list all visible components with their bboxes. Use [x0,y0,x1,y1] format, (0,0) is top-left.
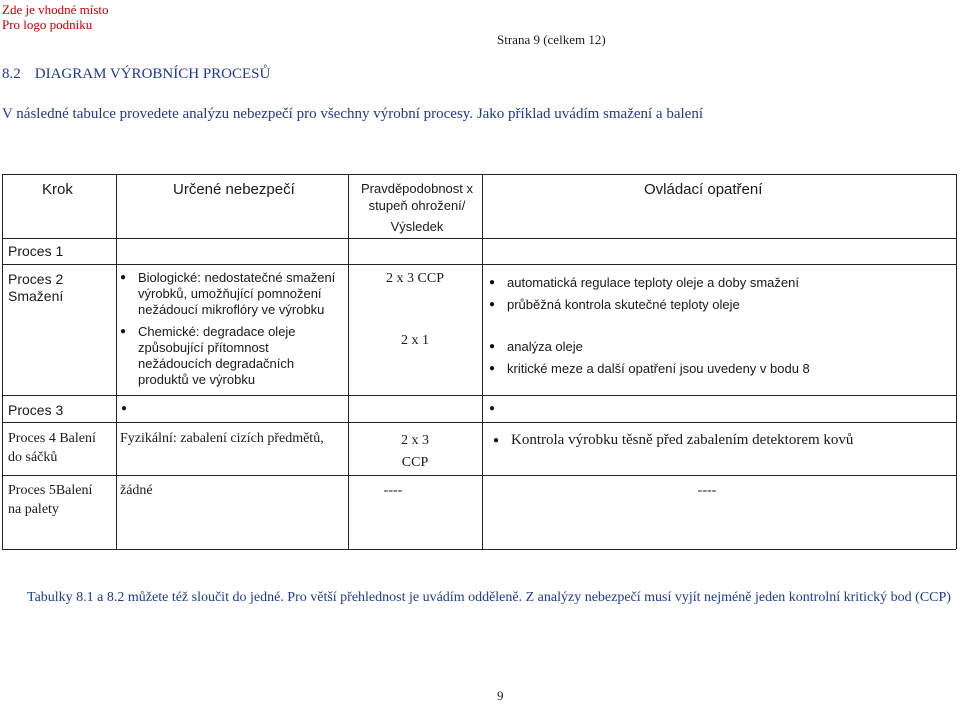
table-rule [2,422,956,423]
row-proces-4-krok [8,430,96,466]
hazard-biological: ● Biologické: nedostatečné smažení výrobků, umožňující pomnožení nežádoucí mikroflóry ve výrobku [118,270,344,318]
page-info: Strana 9 (celkem 12) [497,32,606,47]
bullet-icon: ● [489,403,496,414]
control-regulace: ● automatická regulace teploty oleje a doby smažení [487,272,952,294]
header-opatreni: Ovládací opatření [644,181,763,198]
row-proces-2-krok-line2: Smažení [8,288,64,304]
table-rule [2,395,956,396]
page-number: 9 [497,688,504,703]
row-proces-1-krok: Proces 1 [8,243,64,259]
table-col-rule [116,174,117,549]
control-detektor: ● Kontrola výrobku těsně před zabalením detektorem kovů [491,432,951,449]
hazard-chemical: ● Chemické: degradace oleje způsobující přítomnost nežádoucích degradačních produktů ve výrobku [118,324,344,388]
row-proces-4-controls [491,432,951,449]
logo-placeholder-line2: Pro logo podniku [2,17,93,32]
header-pravdepodobnost-line2: stupeň ohrožení/ [368,198,466,213]
row-proces-2-result-1: 2 x 3 CCP [386,271,444,286]
row-proces-2-krok-line1: Proces 2 [8,271,64,287]
header-pravdepodobnost-line1: Pravděpodobnost x [360,181,474,196]
row-proces-5-krok [8,482,92,518]
control-analyza: ● analýza oleje [487,336,952,358]
header-krok: Krok [42,181,73,198]
row-proces-4-hazard: Fyzikální: zabalení cizích předmětů, [120,431,324,446]
row-proces-4-krok-line1: Proces 4 Balení [8,431,96,446]
row-proces-5-hazard: žádné [120,483,153,498]
table-border-top [2,174,956,175]
row-proces-5-krok-line2: na palety [8,502,59,517]
bullet-icon: ● [121,403,128,414]
table-border-bottom [2,549,956,550]
section-heading [2,66,284,83]
table-border-left [2,174,3,549]
header-pravdepodobnost-line3: Výsledek [390,219,444,234]
row-proces-2-hazards [118,270,344,388]
row-proces-2-result-2: 2 x 1 [401,333,429,348]
table-rule [2,264,956,265]
row-proces-5-krok-line1: Proces 5Balení [8,483,93,498]
header-pravdepodobnost [354,180,480,235]
row-proces-2-controls-b [487,336,952,380]
control-meze: ● kritické meze a další opatření jsou uvedeny v bodu 8 [487,358,952,380]
row-proces-5-control: ---- [697,483,717,498]
footer-note: Tabulky 8.1 a 8.2 můžete též sloučit do jedné. Pro větší přehlednost je uvádím odděleně. Z analýzy nebezpečí musí vyjít nejméně jeden kontrolní kritický bod (CCP) [27,590,951,605]
table-rule [2,475,956,476]
row-proces-5-result: ---- [383,483,403,498]
section-intro: V následné tabulce provedete analýzu nebezpečí pro všechny výrobní procesy. Jako příklad uvádím smažení a balení [2,106,703,122]
section-number: 8.2 [2,66,21,82]
row-proces-2-controls-a [487,272,952,316]
row-proces-2-krok [8,271,63,305]
row-proces-3-krok: Proces 3 [8,402,64,418]
control-kontrola: ● průběžná kontrola skutečné teploty oleje [487,294,952,316]
row-proces-4-result-line2: CCP [401,455,429,470]
logo-placeholder-line1: Zde je vhodné místo [2,2,109,17]
header-nebezpeci: Určené nebezpečí [173,181,295,198]
row-proces-4-result-line1: 2 x 3 [401,433,429,448]
row-proces-4-krok-line2: do sáčků [8,450,58,465]
table-border-right [956,174,957,549]
row-proces-4-result [348,430,482,474]
table-rule [2,238,956,239]
section-title: DIAGRAM VÝROBNÍCH PROCESŮ [34,66,271,82]
